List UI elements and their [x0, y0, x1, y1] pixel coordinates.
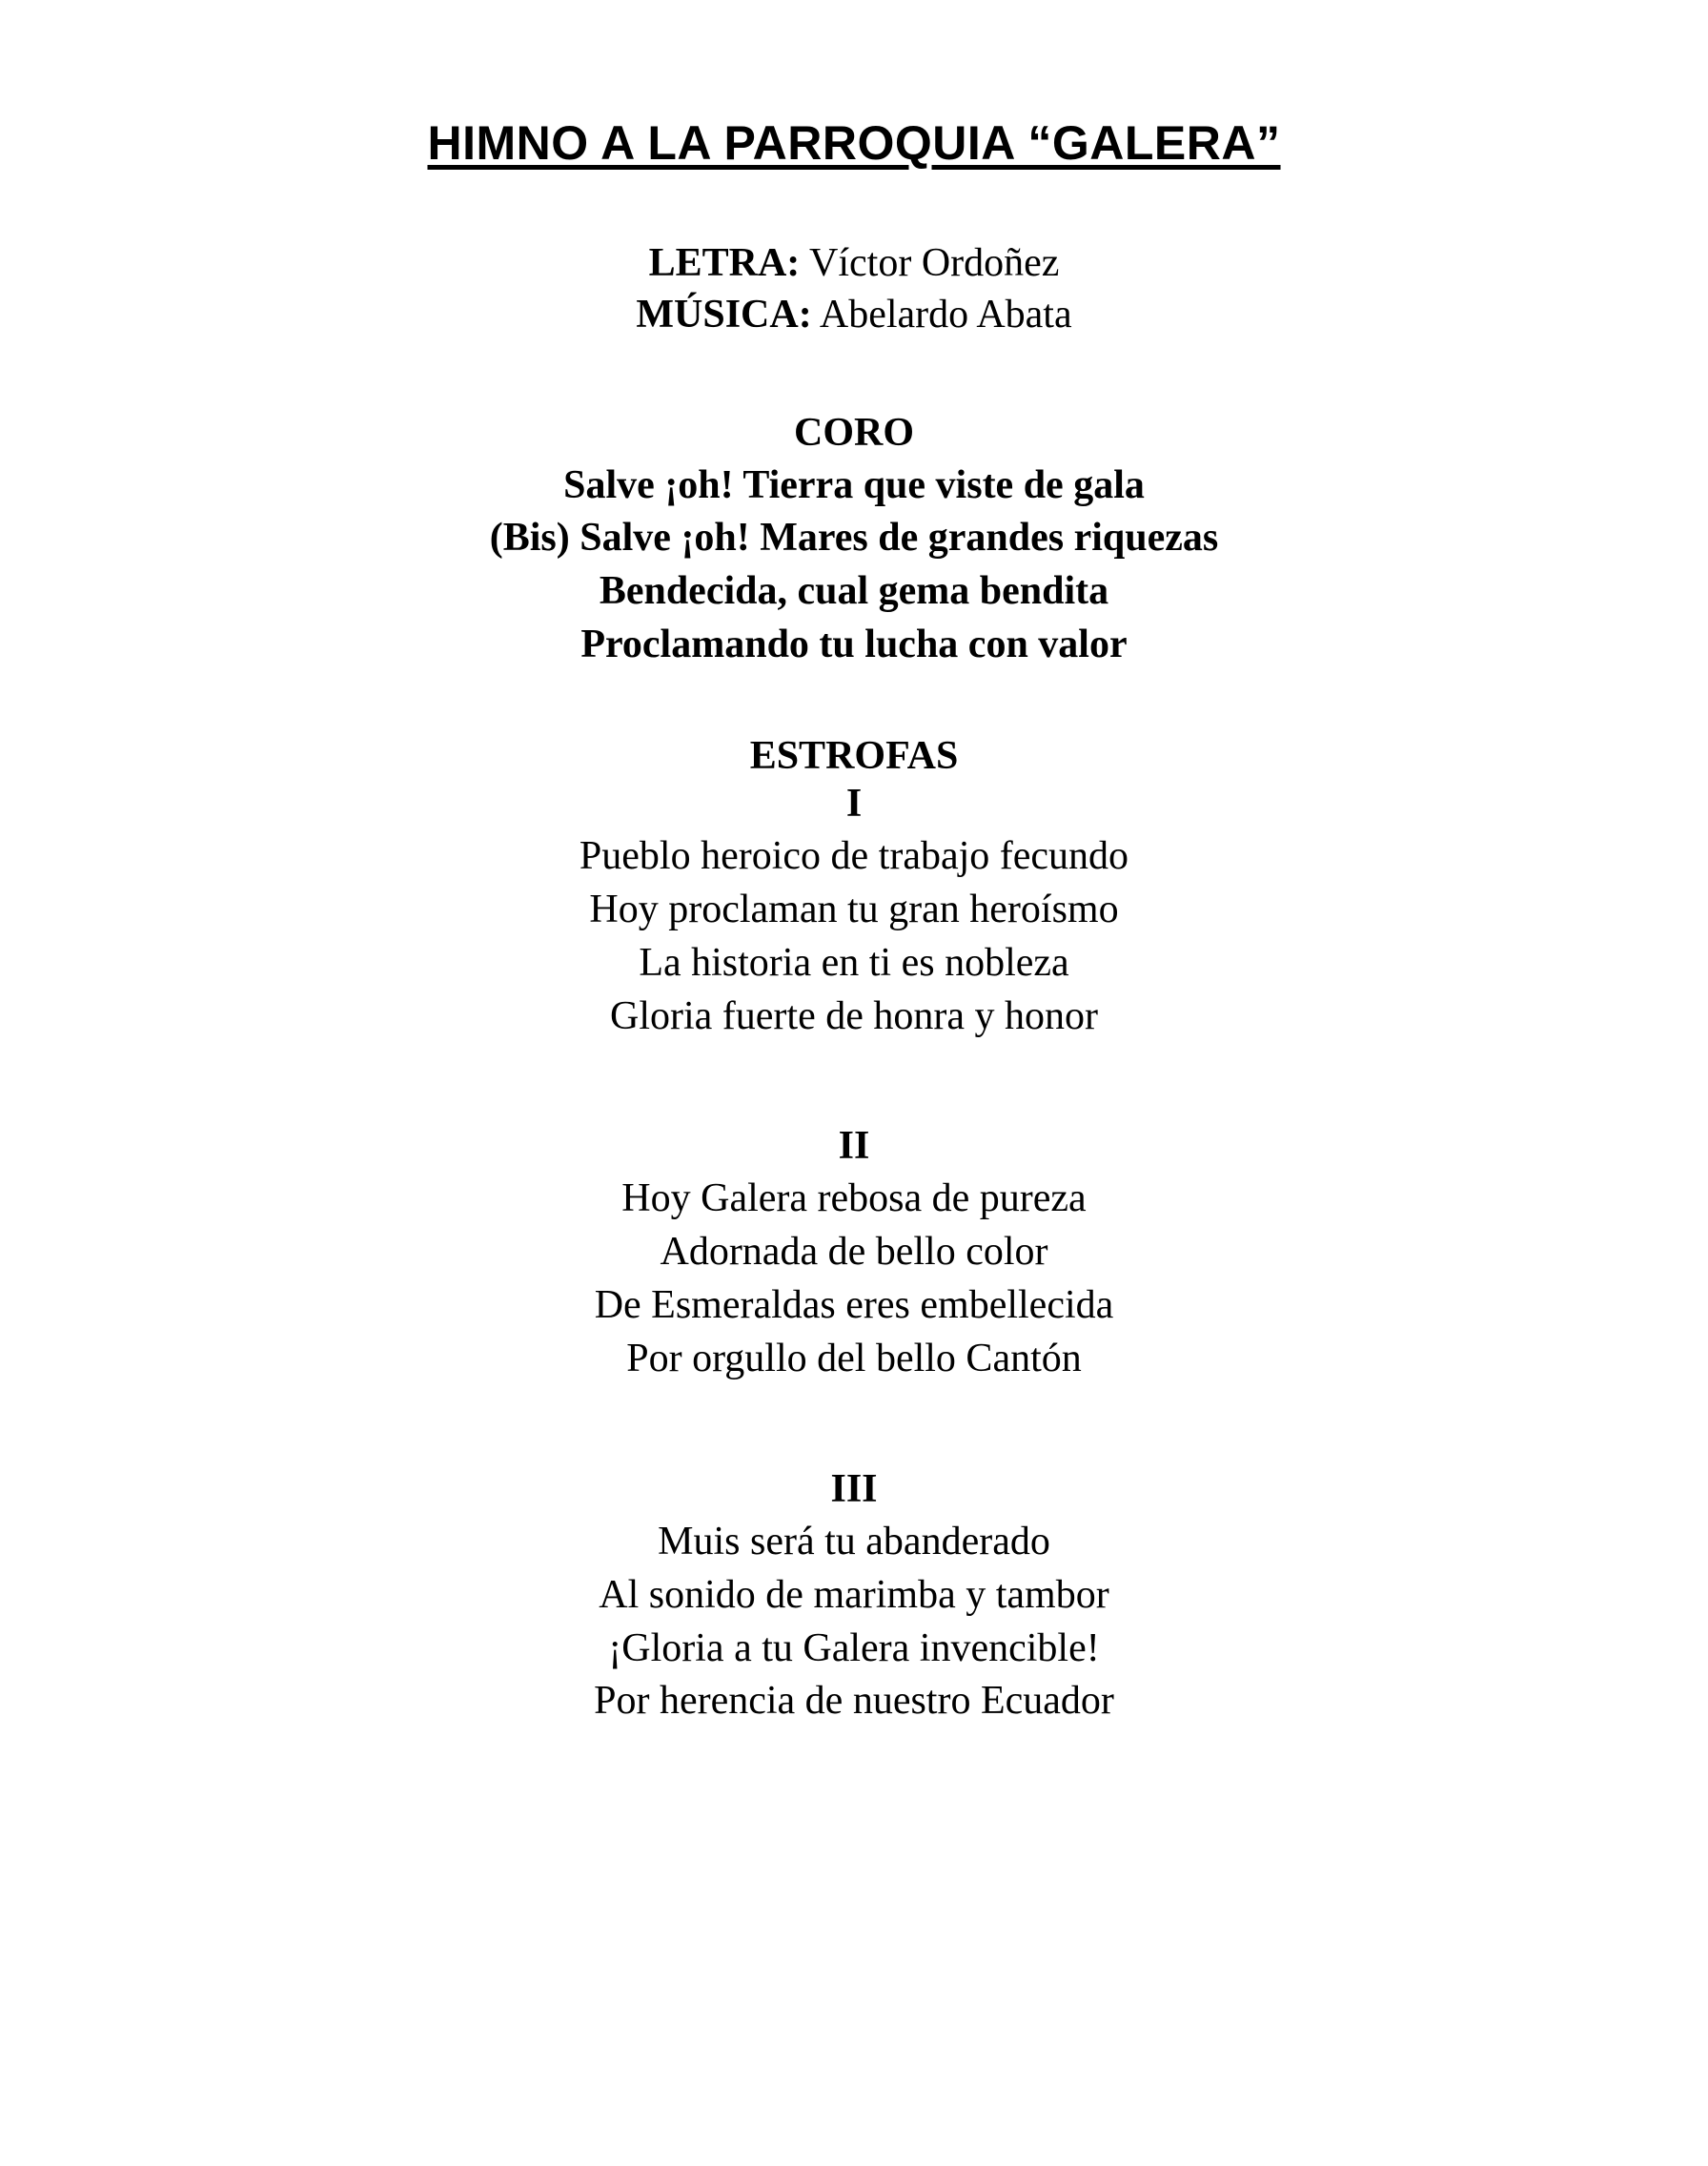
verse-number-2: II: [838, 1124, 870, 1169]
music-credit: [143, 290, 1565, 341]
verse-number-1: I: [845, 781, 863, 826]
verse-line: Al sonido de marimba y tambor: [599, 1572, 1109, 1617]
music-author: Abelardo Abata: [811, 292, 1072, 337]
chorus-line: (Bis) Salve ¡oh! Mares de grandes riquezas: [489, 516, 1219, 561]
chorus-line: Salve ¡oh! Tierra que viste de gala: [563, 462, 1145, 507]
verse-line: Por orgullo del bello Cantón: [626, 1336, 1082, 1380]
verse-lines-3: [143, 1516, 1565, 1728]
music-label: MÚSICA:: [636, 292, 812, 337]
chorus-line: Bendecida, cual gema bendita: [599, 569, 1109, 614]
credits-block: [143, 238, 1565, 341]
verse-number-3: III: [830, 1466, 878, 1511]
chorus-lines: [143, 460, 1565, 672]
verse-line: De Esmeraldas eres embellecida: [594, 1283, 1114, 1328]
lyrics-label: LETRA:: [648, 241, 801, 285]
verse-line: La historia en ti es nobleza: [639, 940, 1069, 985]
page-title: HIMNO A LA PARROQUIA “GALERA”: [427, 116, 1281, 170]
chorus-line: Proclamando tu lucha con valor: [580, 623, 1128, 667]
verse-lines-1: [143, 830, 1565, 1043]
verse-line: Hoy Galera rebosa de pureza: [621, 1176, 1087, 1221]
verse-line: Por herencia de nuestro Ecuador: [594, 1679, 1114, 1724]
verse-line: Gloria fuerte de honra y honor: [610, 993, 1098, 1038]
lyrics-author: Víctor Ordoñez: [800, 241, 1060, 285]
lyrics-credit: [143, 238, 1565, 290]
verse-line: Hoy proclaman tu gran heroísmo: [589, 887, 1119, 931]
verses-heading: ESTROFAS: [749, 733, 959, 778]
verse-lines-2: [143, 1173, 1565, 1385]
verse-line: ¡Gloria a tu Galera invencible!: [608, 1625, 1100, 1670]
verse-line: Muis será tu abanderado: [658, 1519, 1050, 1563]
verse-line: Adornada de bello color: [660, 1230, 1048, 1275]
chorus-heading: CORO: [794, 410, 914, 455]
verse-line: Pueblo heroico de trabajo fecundo: [579, 833, 1129, 878]
